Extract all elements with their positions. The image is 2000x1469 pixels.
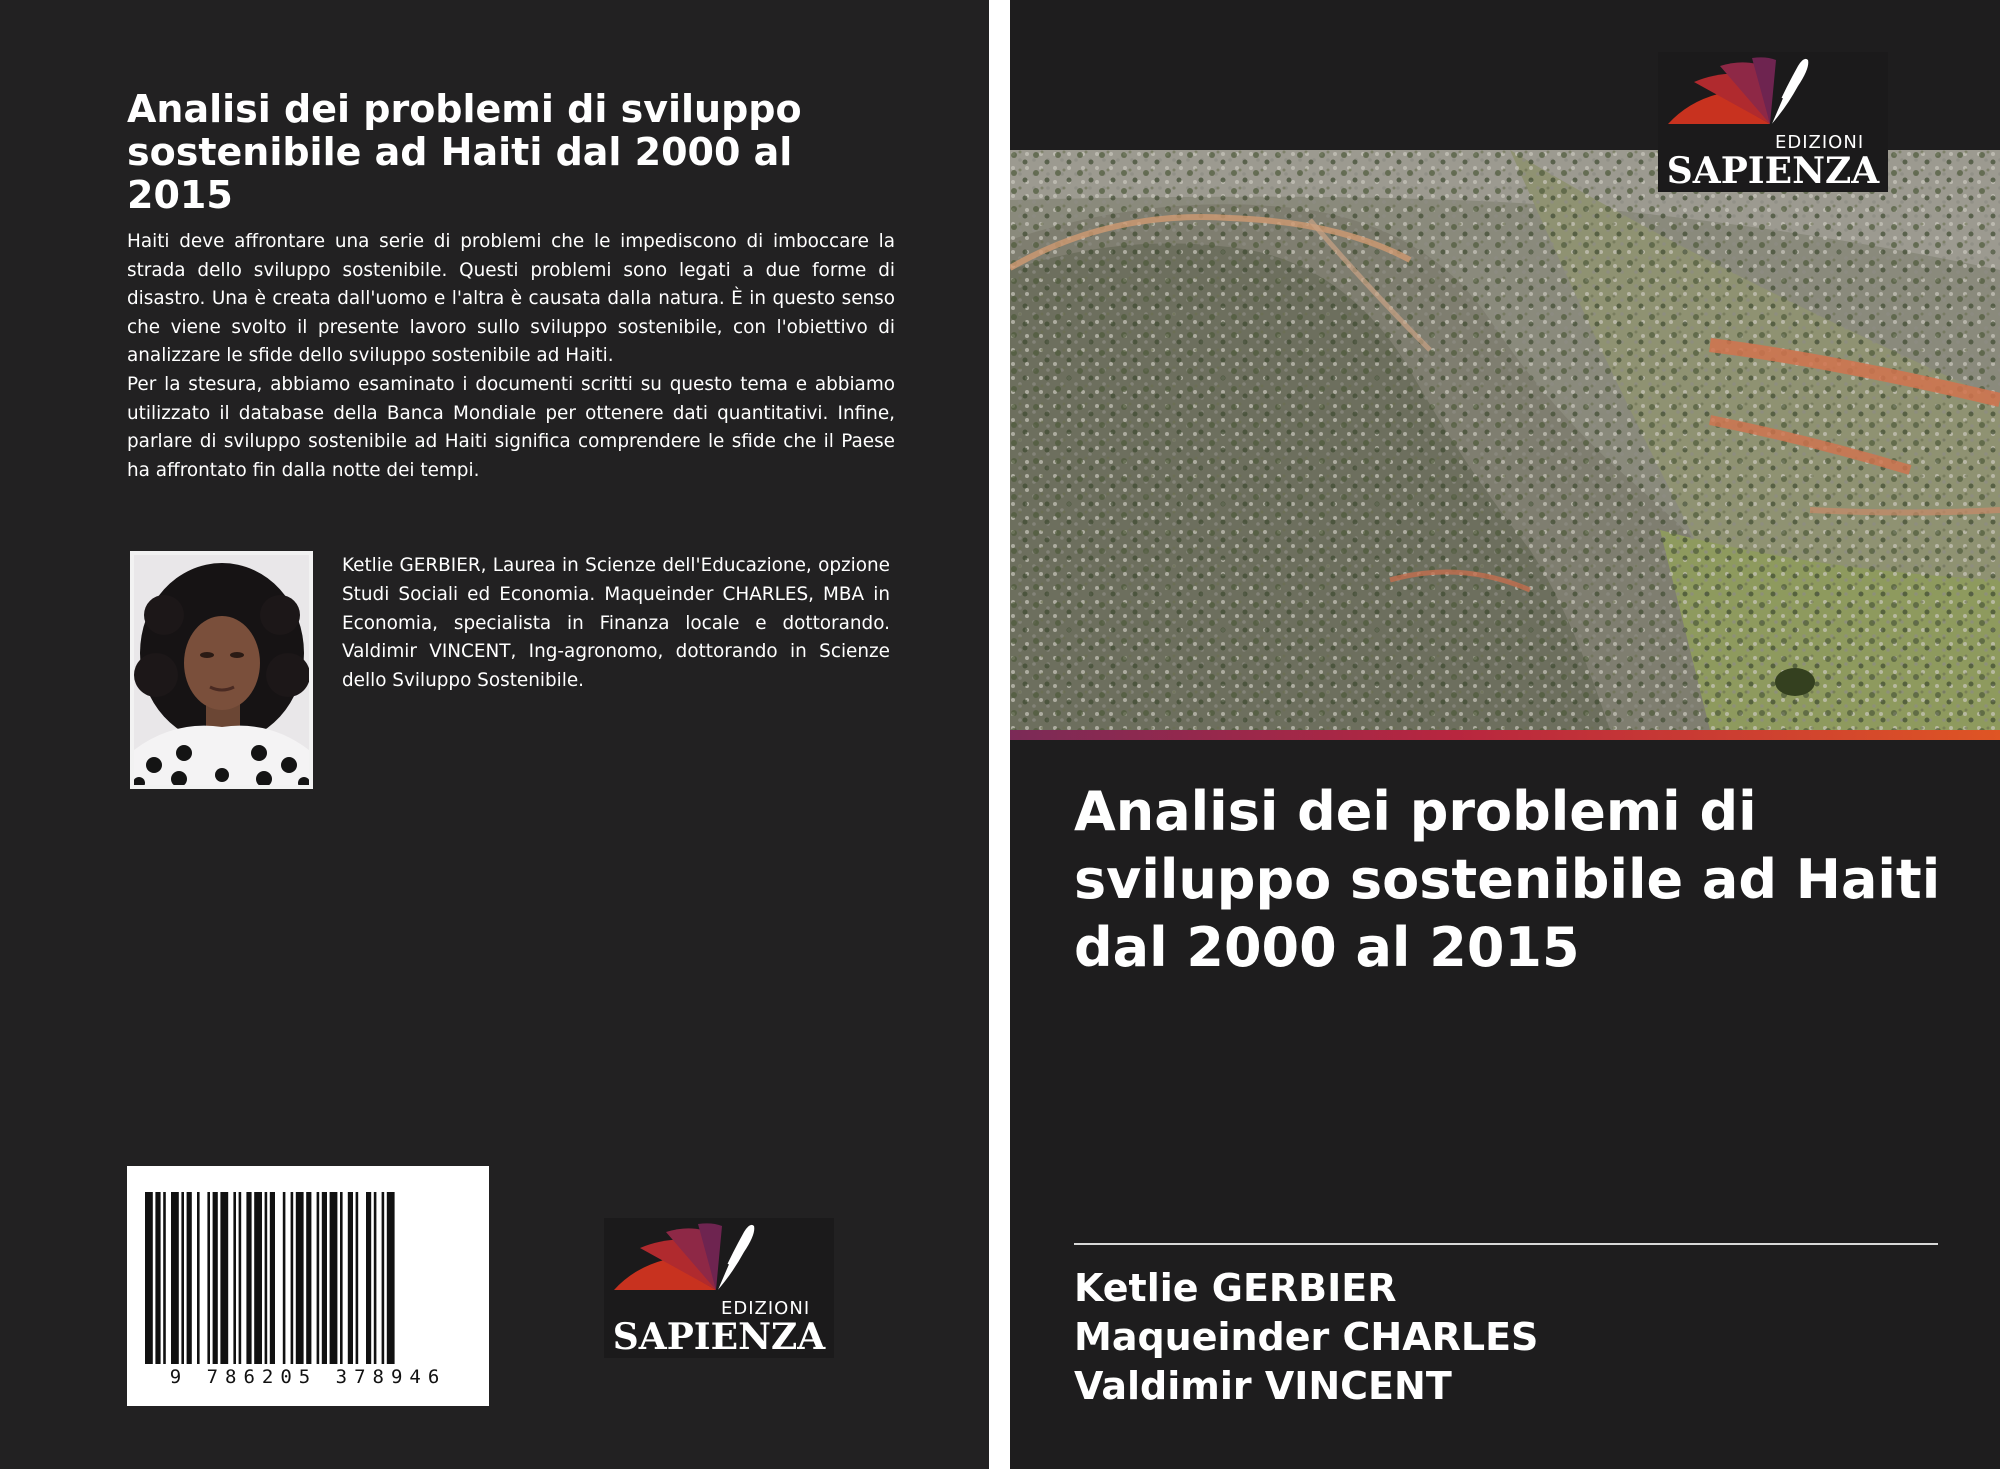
barcode-bar <box>270 1192 275 1364</box>
barcode-bar <box>233 1192 236 1364</box>
publisher-logo <box>604 1218 834 1358</box>
accent-stripe <box>1010 730 2000 740</box>
author-name: Ketlie GERBIER <box>1074 1266 1397 1310</box>
publisher-name: SAPIENZA <box>612 1316 826 1358</box>
back-cover <box>0 0 989 1469</box>
back-cover-blurb <box>127 228 895 485</box>
author-name: Valdimir VINCENT <box>1074 1364 1452 1408</box>
barcode-bar <box>187 1192 192 1364</box>
barcode-bar <box>145 1192 153 1364</box>
barcode-bar <box>207 1192 210 1364</box>
barcode-bar <box>197 1192 200 1364</box>
publisher-name: SAPIENZA <box>1666 150 1880 192</box>
barcode-bar <box>283 1192 286 1364</box>
author-bio: Ketlie GERBIER, Laurea in Scienze dell'Educazione, opzione Studi Sociali ed Economia. Maqueinder CHARLES, MBA in Economia, specialista in Finanza locale e dottorando. Valdimir VINCENT, Ing-agronomo, dottorando in Scienze dello Sviluppo Sostenibile. <box>342 555 890 692</box>
barcode-bar <box>220 1192 228 1364</box>
barcode-bar <box>239 1192 242 1364</box>
back-cover-title: Analisi dei problemi di sviluppo sostenibile ad Haiti dal 2000 al 2015 <box>127 87 802 217</box>
barcode-bar <box>181 1192 184 1364</box>
author-portrait-photo <box>134 555 309 785</box>
isbn-digits: 9 786205 378946 <box>169 1366 447 1388</box>
blurb-paragraph: Haiti deve affrontare una serie di problemi che le impediscono di imboccare la strada dello sviluppo sostenibile. Questi problemi sono legati a due forme di disastro. Una è creata dall'uomo e l'altra è causata dalla natura. È in questo senso che viene svolto il presente lavoro sullo sviluppo sostenibile, con l'obiettivo di analizzare le sfide dello sviluppo sostenibile ad Haiti. <box>127 231 895 367</box>
publisher-edizioni-label: EDIZIONI <box>1775 132 1865 153</box>
barcode-bar <box>340 1192 343 1364</box>
isbn-barcode <box>127 1166 489 1406</box>
barcode-bar <box>265 1192 268 1364</box>
front-cover <box>1010 0 2000 1469</box>
barcode-bar <box>348 1192 353 1364</box>
barcode-bar <box>330 1192 338 1364</box>
barcode-bar <box>356 1192 359 1364</box>
barcode-bar <box>254 1192 262 1364</box>
barcode-bar <box>317 1192 320 1364</box>
barcode-bar <box>171 1192 179 1364</box>
barcode-bar <box>296 1192 304 1364</box>
front-cover-title: Analisi dei problemi di sviluppo sostenibile ad Haiti dal 2000 al 2015 <box>1074 780 1941 979</box>
barcode-bar <box>291 1192 294 1364</box>
publisher-edizioni-label: EDIZIONI <box>721 1298 811 1319</box>
barcode-bar <box>213 1192 218 1364</box>
author-list <box>1074 1264 1538 1411</box>
barcode-bars <box>145 1192 471 1364</box>
barcode-bar <box>366 1192 371 1364</box>
author-name: Maqueinder CHARLES <box>1074 1315 1539 1359</box>
publisher-logo <box>1658 52 1888 192</box>
barcode-bar <box>382 1192 385 1364</box>
blurb-paragraph: Per la stesura, abbiamo esaminato i documenti scritti su questo tema e abbiamo utilizzato il database della Banca Mondiale per ottenere dati quantitativi. Infine, parlare di sviluppo sostenibile ad Haiti significa comprendere le sfide che il Paese ha affrontato fin dalla notte dei tempi. <box>127 373 895 481</box>
barcode-bar <box>306 1192 311 1364</box>
barcode-bar <box>374 1192 377 1364</box>
author-divider <box>1074 1243 1938 1245</box>
barcode-bar <box>246 1192 251 1364</box>
author-photo <box>130 551 313 789</box>
barcode-bar <box>322 1192 327 1364</box>
cover-landscape-photo <box>1010 150 2000 730</box>
barcode-bar <box>163 1192 166 1364</box>
barcode-bar <box>155 1192 160 1364</box>
mountain-landscape-image <box>1010 150 2000 730</box>
barcode-bar <box>387 1192 395 1364</box>
